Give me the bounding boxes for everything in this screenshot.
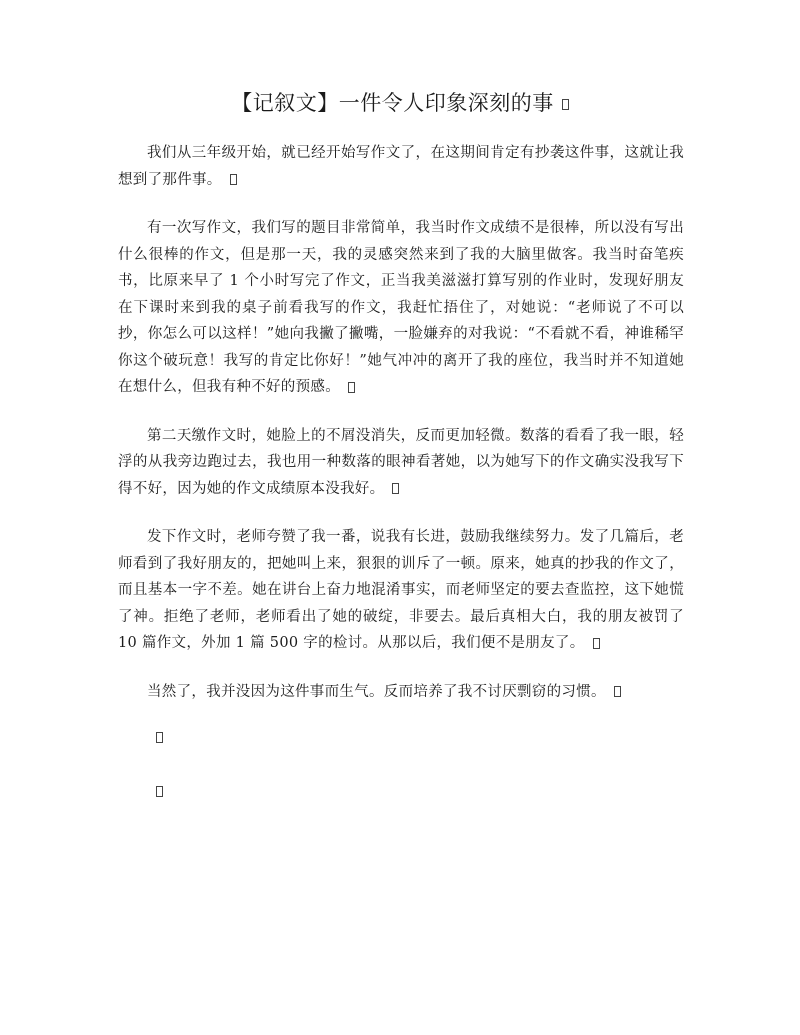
document-title: 【记叙文】一件令人印象深刻的事 <box>0 88 800 118</box>
paragraph-mark-icon <box>392 483 399 494</box>
paragraph-2: 有一次写作文，我们写的题目非常简单，我当时作文成绩不是很棒，所以没有写出什么很棒的作文，但是那一天，我的灵感突然来到了我的大脑里做客。我当时奋笔疾书，比原来早了 1 个小时写完了作文，正当我美滋滋打算写别的作业时，发现好朋友在下课时来到我的桌子前看我写的作文，我赶忙捂住了，对她说：“老师说了不可以抄，你怎么可以这样！”她向我撇了撇嘴，一脸嫌弃的对我说：“不看就不看，神谁稀罕你这个破玩意！我写的肯定比你好！”她气冲冲的离开了我的座位，我当时并不知道她在想什么，但我有种不好的预感。 <box>118 220 684 395</box>
paragraph-mark-icon <box>614 686 621 697</box>
paragraph-1: 我们从三年级开始，就已经开始写作文了，在这期间肯定有抄袭这件事，这就让我想到了那件事。 <box>118 145 684 188</box>
paragraph-mark-icon <box>348 382 355 393</box>
paragraph-mark-icon <box>562 99 569 110</box>
paragraph-mark-icon <box>230 174 237 185</box>
paragraph-3: 第二天缴作文时，她脸上的不屑没消失，反而更加轻微。数落的看看了我一眼，轻浮的从我旁边跑过去，我也用一种数落的眼神看著她，以为她写下的作文确实没我写下得不好，因为她的作文成绩原本没我好。 <box>118 427 684 497</box>
paragraph-5: 当然了，我并没因为这件事而生气。反而培养了我不讨厌剽窃的习惯。 <box>118 679 684 706</box>
paragraph-4: 发下作文时，老师夸赞了我一番，说我有长进，鼓励我继续努力。发了几篇后，老师看到了我好朋友的，把她叫上来，狠狠的训斥了一顿。原来，她真的抄我的作文了，而且基本一字不差。她在讲台上奋力地混淆事实，而老师坚定的要去查监控，这下她慌了神。拒绝了老师，老师看出了她的破绽，非要去。最后真相大白，我的朋友被罚了 10 篇作文，外加 1 篇 500 字的检讨。从那以后，我们便不是朋友了。 <box>118 529 684 651</box>
paragraph-mark-icon <box>156 786 163 797</box>
empty-paragraph-2 <box>118 781 684 811</box>
document-body <box>118 140 684 835</box>
paragraph-mark-icon <box>156 732 163 743</box>
paragraph-mark-icon <box>593 638 600 649</box>
empty-paragraph-1 <box>118 727 684 757</box>
